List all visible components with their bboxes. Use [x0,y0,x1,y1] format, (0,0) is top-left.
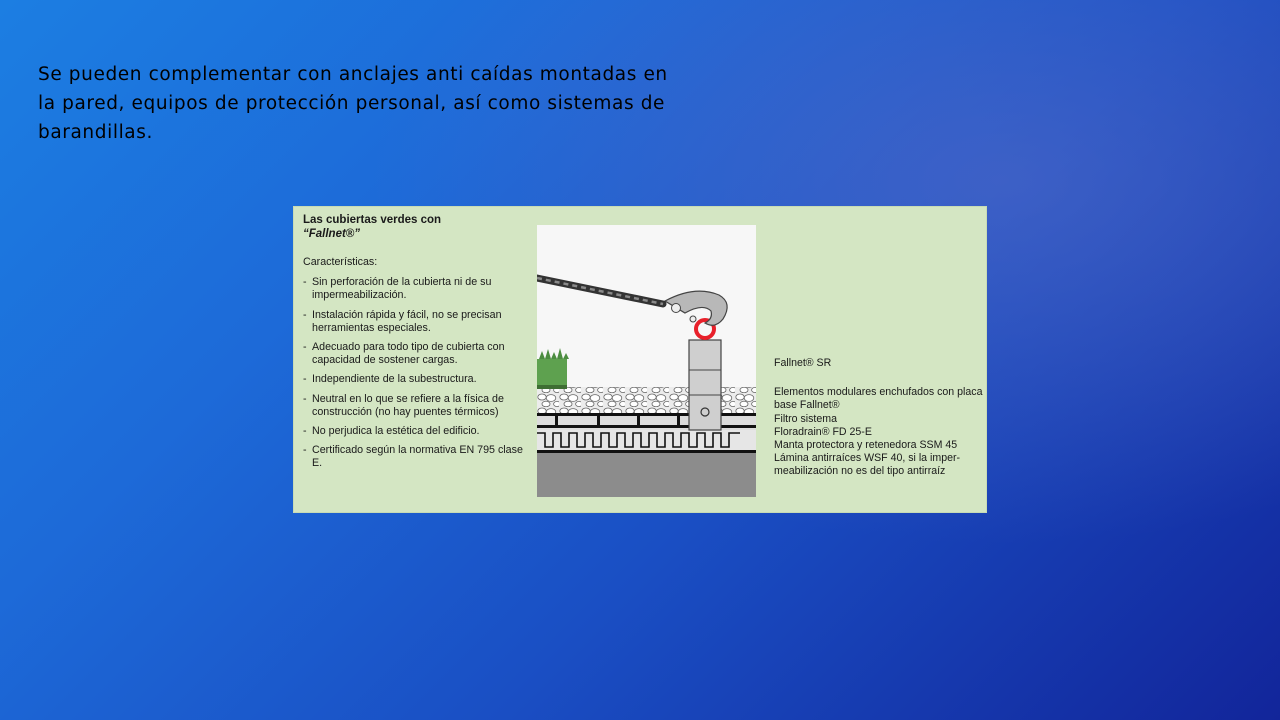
layer-item: Floradrain® FD 25-E [774,425,872,438]
feature-item: - Instalación rápida y fácil, no se precisan herramientas especiales. [303,308,502,334]
roof-anchor-diagram-illustration [537,225,756,497]
feature-item: - Adecuado para todo tipo de cubierta con capacidad de sostener cargas. [303,341,505,367]
panel-title-line1: Las cubiertas verdes con [303,214,442,226]
feature-item: - Independiente de la subestructura. [303,373,477,386]
intro-text: Se pueden complementar con anclajes anti caídas montadas en la pared, equipos de protección personal, así como sistemas de barandillas. [38,64,668,143]
layer-item: Lámina antirraíces WSF 40, si la imper- meabilización no es del tipo antirraíz [774,452,961,478]
layer-item: Manta protectora y retenedora SSM 45 [774,439,958,452]
feature-item: - Certificado según la normativa EN 795 clase E. [303,444,523,470]
model-name: Fallnet® SR [774,357,832,369]
features-list [303,276,535,470]
fallnet-info-panel [293,206,987,513]
feature-item: - Neutral en lo que se refiere a la física de construcción (no hay puentes térmicos) [303,392,504,418]
panel-title [303,213,535,241]
characteristics-label: Características: [303,256,378,268]
layer-item: Filtro sistema [774,412,837,425]
layer-item: Elementos modulares enchufados con placa base Fallnet® [774,386,983,412]
panel-title-line2: “Fallnet®” [303,228,361,240]
feature-item: - Sin perforación de la cubierta ni de su impermeabilización. [303,276,492,302]
panel-left-column [303,213,535,477]
panel-right-column [774,357,984,479]
feature-item: - No perjudica la estética del edificio. [303,425,480,438]
roof-anchor-diagram [537,225,756,497]
